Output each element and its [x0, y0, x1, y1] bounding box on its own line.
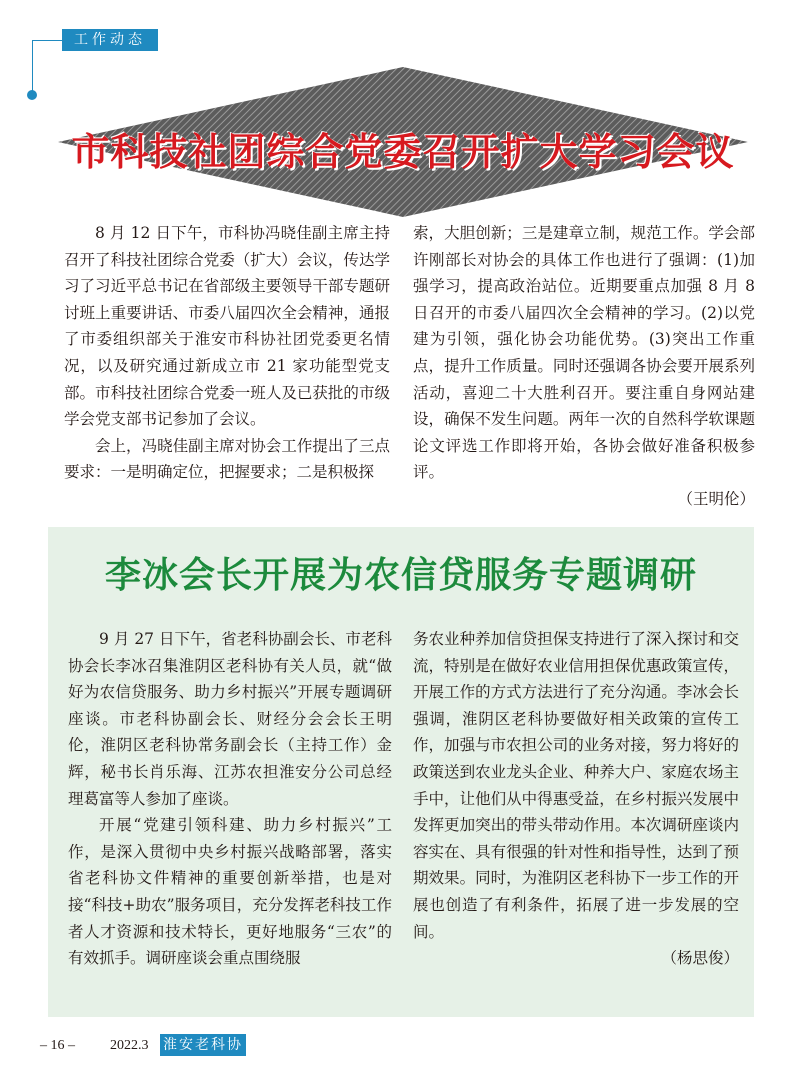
- article2-title: 李冰会长开展为农信贷服务专题调研: [104, 555, 697, 596]
- article2-paragraph-1: 9 月 27 日下午，省老科协副会长、市老科协会长李冰召集淮阴区老科协有关人员，就“做好为农信贷服务、助力乡村振兴”开展专题调研座谈。市老科协副会长、财经分会会长王明伦，淮阴区老科协常务副会长（主持工作）金辉，秘书长肖乐海、江苏农担淮安分公司总经理葛富等人参加了座谈。: [68, 630, 392, 808]
- article1-title: 市科技社团综合党委召开扩大学习会议: [71, 130, 735, 174]
- article2-left-column: [68, 626, 392, 972]
- article2-author: （杨思俊）: [661, 949, 739, 968]
- page-number: – 16 –: [40, 1038, 75, 1053]
- section-label: 工作动态: [62, 29, 158, 51]
- corner-line-horizontal: [32, 40, 62, 41]
- corner-line-vertical: [32, 40, 33, 94]
- issue-number: 2022.3: [110, 1038, 149, 1053]
- article1-paragraph-1: 8 月 12 日下午，市科协冯晓佳副主席主持召开了科技社团综合党委（扩大）会议，传达学习了习近平总书记在省部级主要领导干部专题研讨班上重要讲话、市委八届四次全会精神，通报了市委组织部关于淮安市科协社团党委更名情况，以及研究通过新成立市 21 家功能型党支部。市科技社团综合党委一班人及已获批的市级学会党支部书记参加了会议。: [64, 224, 390, 429]
- article2-right-column: [413, 626, 739, 972]
- article1-left-column: [64, 220, 390, 486]
- article1-right-column: [413, 220, 755, 513]
- corner-dot: [27, 90, 37, 100]
- article1-paragraph-3: 索，大胆创新；三是建章立制，规范工作。学会部许刚部长对协会的具体工作也进行了强调：(1)加强学习，提高政治站位。近期要重点加强 8 月 8 日召开的市委八届四次全会精神的学习。(2)以党建为引领，强化协会功能优势。(3)突出工作重点，提升工作质量。同时还强调各协会要开展系列活动，喜迎二十大胜利召开。要注重自身网站建设，确保不发生问题。两年一次的自然科学软课题论文评选工作即将开始，各协会做好准备积极参评。: [413, 224, 755, 482]
- article1-author: （王明伦）: [677, 489, 755, 508]
- magazine-name: 淮安老科协: [160, 1034, 246, 1056]
- article2-paragraph-2: 开展“党建引领科建、助力乡村振兴”工作，是深入贯彻中央乡村振兴战略部署，落实省老科协文件精神的重要创新举措，也是对接“科技+助农”服务项目，充分发挥老科技工作者人才资源和技术特长，更好地服务“三农”的有效抓手。调研座谈会重点围绕服: [68, 816, 392, 968]
- article2-paragraph-3: 务农业种养加信贷担保支持进行了深入探讨和交流，特别是在做好农业信用担保优惠政策宣传，开展工作的方式方法进行了充分沟通。李冰会长强调，淮阴区老科协要做好相关政策的宣传工作，加强与市农担公司的业务对接，努力将好的政策送到农业龙头企业、种养大户、家庭农场主手中，让他们从中得惠受益，在乡村振兴发展中发挥更加突出的带头带动作用。本次调研座谈内容实在、具有很强的针对性和指导性，达到了预期效果。同时，为淮阴区老科协下一步工作的开展也创造了有利条件，拓展了进一步发展的空间。: [413, 630, 739, 941]
- article1-paragraph-2: 会上，冯晓佳副主席对协会工作提出了三点要求：一是明确定位，把握要求；二是积极探: [64, 436, 390, 482]
